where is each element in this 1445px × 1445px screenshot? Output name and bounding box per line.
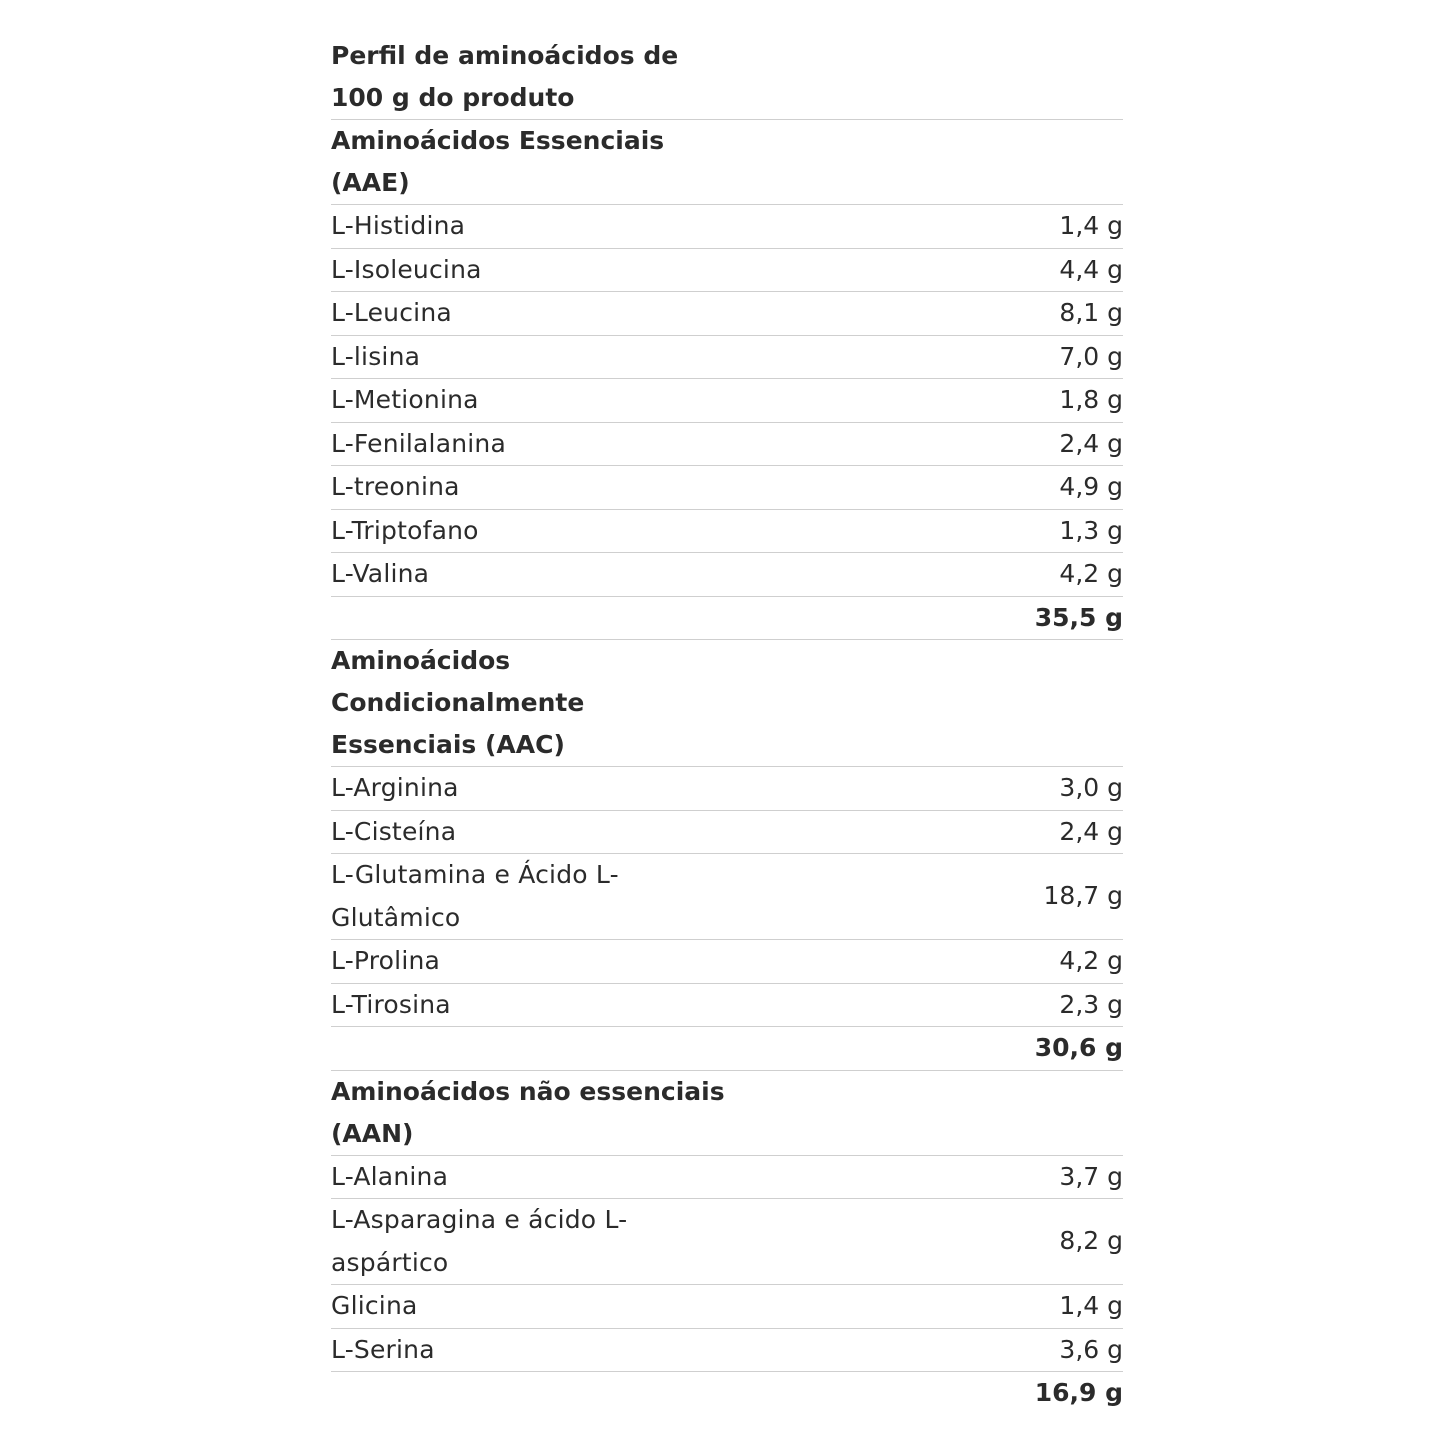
table-row — [331, 1156, 1123, 1200]
table-row — [331, 292, 1123, 336]
table-row — [331, 1199, 1123, 1285]
amino-value: 3,0 g — [1059, 773, 1123, 802]
amino-value: 18,7 g — [1043, 881, 1123, 911]
section-total-row — [331, 597, 1123, 641]
table-title-row — [331, 35, 1123, 120]
section-total-row — [331, 1027, 1123, 1071]
amino-name: L-Asparagina e ácido L-aspártico — [331, 1205, 628, 1277]
section-total-aan: 16,9 g — [1034, 1378, 1123, 1407]
section-total-aac: 30,6 g — [1034, 1033, 1123, 1062]
amino-name: L-Glutamina e Ácido L-Glutâmico — [331, 860, 619, 932]
section-heading-row — [331, 640, 1123, 767]
amino-value: 4,2 g — [1059, 946, 1123, 975]
section-heading-aae: Aminoácidos Essenciais (AAE) — [331, 126, 665, 197]
amino-name: L-Histidina — [331, 211, 466, 240]
amino-name: Glicina — [331, 1291, 418, 1320]
amino-value: 7,0 g — [1059, 341, 1123, 371]
table-row — [331, 423, 1123, 467]
amino-name: L-Fenilalanina — [331, 428, 506, 458]
table-row — [331, 249, 1123, 293]
amino-value: 1,4 g — [1059, 1291, 1123, 1320]
amino-value: 2,3 g — [1059, 989, 1123, 1019]
table-row — [331, 553, 1123, 597]
amino-value: 1,8 g — [1059, 385, 1123, 414]
amino-value: 2,4 g — [1059, 816, 1123, 846]
table-row — [331, 767, 1123, 811]
section-heading-row — [331, 120, 1123, 205]
amino-value: 8,1 g — [1059, 298, 1123, 327]
amino-name: L-Tirosina — [331, 989, 451, 1019]
table-row — [331, 811, 1123, 855]
amino-value: 4,2 g — [1059, 559, 1123, 588]
amino-acid-table — [331, 35, 1123, 1415]
amino-value: 4,4 g — [1059, 254, 1123, 284]
table-row — [331, 379, 1123, 423]
amino-name: L-lisina — [331, 341, 421, 371]
table-row — [331, 510, 1123, 554]
section-total-aae: 35,5 g — [1034, 602, 1123, 632]
section-total-row — [331, 1372, 1123, 1415]
amino-value: 3,7 g — [1059, 1161, 1123, 1191]
table-row — [331, 1329, 1123, 1373]
amino-value: 1,3 g — [1059, 515, 1123, 545]
amino-name: L-Metionina — [331, 385, 479, 414]
amino-name: L-Leucina — [331, 298, 452, 327]
amino-name: L-treonina — [331, 472, 460, 501]
table-row — [331, 466, 1123, 510]
table-row — [331, 1285, 1123, 1329]
amino-name: L-Isoleucina — [331, 254, 482, 284]
section-heading-aan: Aminoácidos não essenciais (AAN) — [331, 1076, 725, 1148]
amino-value: 3,6 g — [1059, 1334, 1123, 1364]
amino-name: L-Arginina — [331, 773, 459, 802]
amino-name: L-Triptofano — [331, 515, 479, 545]
amino-value: 1,4 g — [1059, 211, 1123, 240]
amino-name: L-Prolina — [331, 946, 441, 975]
table-title: Perfil de aminoácidos de 100 g do produto — [331, 41, 679, 112]
section-heading-aac: Aminoácidos Condicionalmente Essenciais (AAC) — [331, 646, 585, 759]
amino-value: 8,2 g — [1059, 1226, 1123, 1256]
amino-name: L-Alanina — [331, 1161, 449, 1191]
amino-name: L-Serina — [331, 1334, 435, 1364]
table-row — [331, 940, 1123, 984]
amino-value: 2,4 g — [1059, 428, 1123, 458]
table-row — [331, 336, 1123, 380]
amino-name: L-Cisteína — [331, 816, 457, 846]
amino-name: L-Valina — [331, 559, 430, 588]
section-heading-row — [331, 1071, 1123, 1156]
table-row — [331, 205, 1123, 249]
table-row — [331, 854, 1123, 940]
table-row — [331, 984, 1123, 1028]
amino-value: 4,9 g — [1059, 472, 1123, 501]
